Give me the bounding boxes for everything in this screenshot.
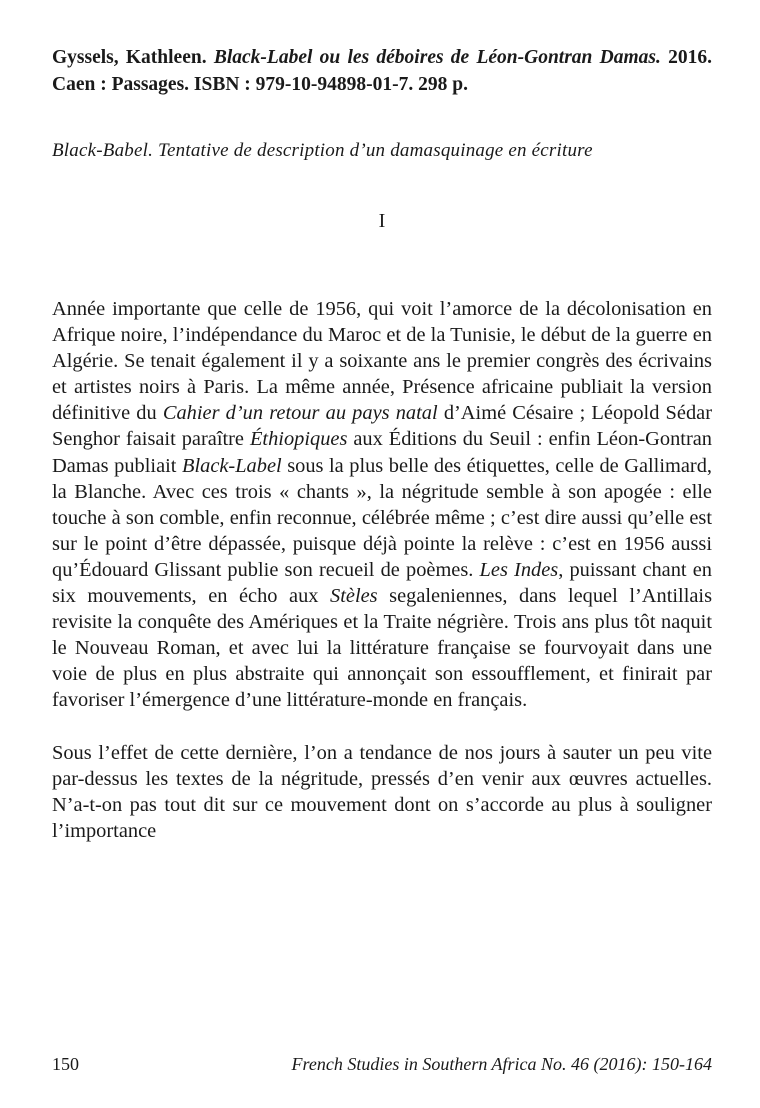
text-run: Année importante que celle de 1956, qui voit l’amorce de la décolonisation en Afrique noire, l’indépendance du Maroc et de la Tunisie, le début de la guerre en Algérie. Se tenait également il y a soixante ans le premier congrès des écrivains et artistes noirs à Paris. La même année, Présence africaine publiait la version définitive du [52,298,712,425]
journal-reference: French Studies in Southern Africa No. 46 (2016): 150-164 [291,1054,712,1074]
citation-title: Black-Label ou les déboires de Léon-Gontran Damas. [213,47,661,68]
citation-author: Gyssels, Kathleen. [52,47,207,68]
italic-title-run: Éthiopiques [249,428,348,451]
text-run: aux Éditions du Seuil : enfin Léon-Gontran Damas publiait [52,428,712,477]
italic-title-run: Cahier d’un retour au pays natal [162,402,438,425]
page-number: 150 [52,1054,79,1074]
italic-title-run: Black-Label [182,454,282,477]
text-run: segaleniennes, dans lequel l’Antillais revisite la conquête des Amériques et la Traite négrière. Trois ans plus tôt naquit le Nouveau Roman, et avec lui la littérature française se fourvoyait dans une voie de plus en plus abstraite qui annonçait son essoufflement, et finirait par favoriser l’émergence d’une littérature-monde en français. [52,585,713,712]
article-subtitle: Black-Babel. Tentative de description d’un damasquinage en écriture [52,140,593,161]
italic-title-run: Stèles [330,585,378,608]
text-run: d’Aimé Césaire ; Léopold Sédar Senghor faisait paraître [52,402,712,451]
section-number: I [378,210,386,232]
body-paragraph-2: Sous l’effet de cette dernière, l’on a tendance de nos jours à sauter un peu vite par-dessus les textes de la négritude, pressés d’en venir aux œuvres actuelles. N’a-t-on pas tout dit sur ce mouvement dont on s’accorde au plus à souligner l’importance [52,741,712,842]
text-run: , puissant chant en six mouvements, en écho aux [52,558,712,608]
citation-details: 2016. Caen : Passages. ISBN : 979-10-94898-01-7. 298 p. [52,47,712,95]
italic-title-run: Les Indes [479,558,559,581]
page [52,44,712,864]
body-paragraph-1 [52,296,712,714]
book-citation [52,44,712,98]
text-run: sous la plus belle des étiquettes, celle de Gallimard, la Blanche. Avec ces trois « chants », la négritude semble à son apogée : elle touche à son comble, enfin reconnue, célébrée même ; c’est dire aussi qu’elle est sur le point d’être dépassée, puisque déjà pointe la relève : c’est en 1956 aussi qu’Édouard Glissant publie son recueil de poèmes. [52,454,712,581]
